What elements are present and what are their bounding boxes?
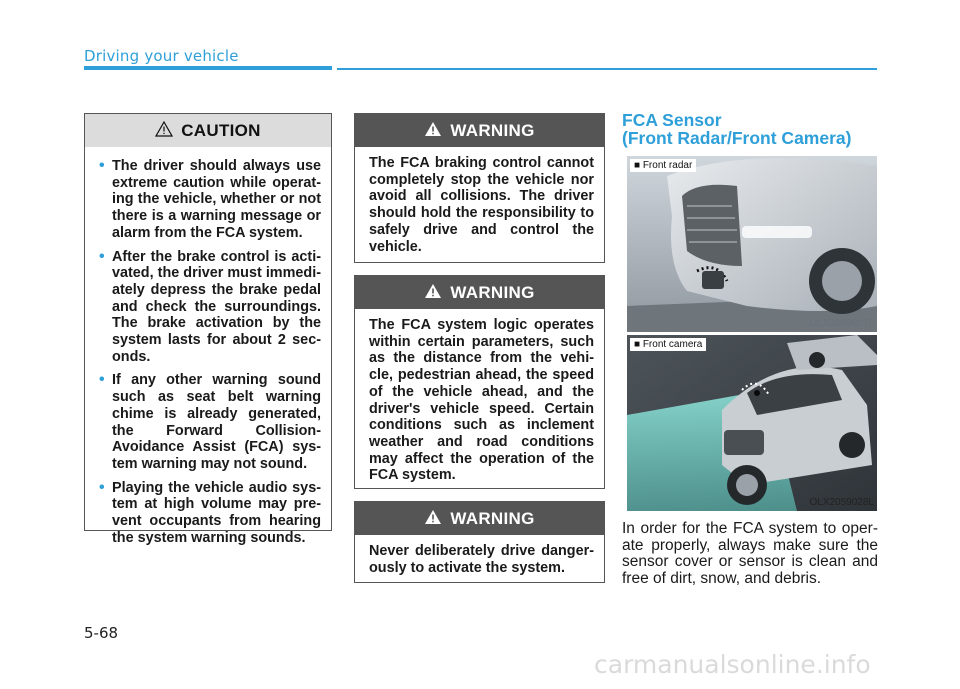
warning-text: Never deliberately drive danger-ously to activate the system. (369, 543, 594, 576)
warning-triangle-icon (424, 283, 442, 303)
caution-box (84, 113, 332, 546)
caution-title: CAUTION (181, 120, 261, 140)
warning-text: The FCA braking control cannot completely stop the vehicle nor avoid all collisions. The driver should hold the responsibility to safely drive and control the vehicle. (369, 155, 594, 255)
warning-box-braking (354, 113, 605, 263)
warning-header (355, 114, 604, 147)
caution-bullet: • Playing the vehicle audio sys-tem at high volume may pre-vent occupants from hearing the system warning sounds. (99, 480, 321, 547)
warning-header (355, 276, 604, 309)
photo-code: OLX2059027L (809, 318, 874, 329)
header-rule-thin (337, 68, 877, 70)
front-radar-photo (627, 156, 877, 332)
warning-title: WARNING (450, 282, 535, 302)
front-camera-label: ■ Front camera (630, 338, 706, 351)
caution-bullet: • After the brake control is acti-vated, the driver must immedi-ately depress the brake pedal and check the surroundings. The brake activation by the system lasts for about 2 sec-onds. (99, 249, 321, 366)
caution-header (85, 114, 331, 147)
front-radar-illustration (627, 156, 877, 332)
fca-sensor-subtitle: (Front Radar/Front Camera) (622, 128, 852, 148)
page-number: 5-68 (84, 624, 119, 642)
watermark: carmanualsonline.info (594, 650, 871, 679)
caution-triangle-icon (155, 121, 173, 141)
warning-box-logic (354, 275, 605, 489)
warning-body (355, 535, 604, 586)
fca-sensor-heading (622, 111, 851, 147)
header-rule-thick (84, 66, 332, 70)
warning-triangle-icon (424, 509, 442, 529)
caution-bullet: • If any other warning sound such as seat belt warning chime is already generated, the Forward Collision-Avoidance Assist (FCA) sys-tem warning may not sound. (99, 372, 321, 472)
front-radar-label: ■ Front radar (630, 159, 696, 172)
front-camera-illustration (627, 335, 877, 511)
caution-body (85, 147, 331, 563)
warning-title: WARNING (450, 120, 535, 140)
warning-body (355, 309, 604, 494)
caution-bullet: • The driver should always use extreme caution while operat-ing the vehicle, whether or not there is a warning message or alarm from the FCA system. (99, 158, 321, 242)
warning-text: The FCA system logic operates within certain parameters, such as the distance from the vehi-cle, pedestrian ahead, the speed of the vehicle ahead, and the driver's vehicle speed. Certain conditions such as inclement weather and road conditions may affect the operation of the FCA system. (369, 317, 594, 484)
warning-box-deliberate (354, 501, 605, 583)
warning-triangle-icon (424, 121, 442, 141)
warning-body (355, 147, 604, 265)
section-title: Driving your vehicle (84, 47, 239, 65)
fca-sensor-title: FCA Sensor (622, 110, 722, 130)
photo-code: OLX2059028L (809, 497, 874, 508)
fca-sensor-body: In order for the FCA system to oper-ate properly, always make sure the sensor cover or sensor is clean and free of dirt, snow, and debris. (622, 520, 878, 588)
warning-header (355, 502, 604, 535)
front-camera-photo (627, 335, 877, 511)
warning-title: WARNING (450, 508, 535, 528)
